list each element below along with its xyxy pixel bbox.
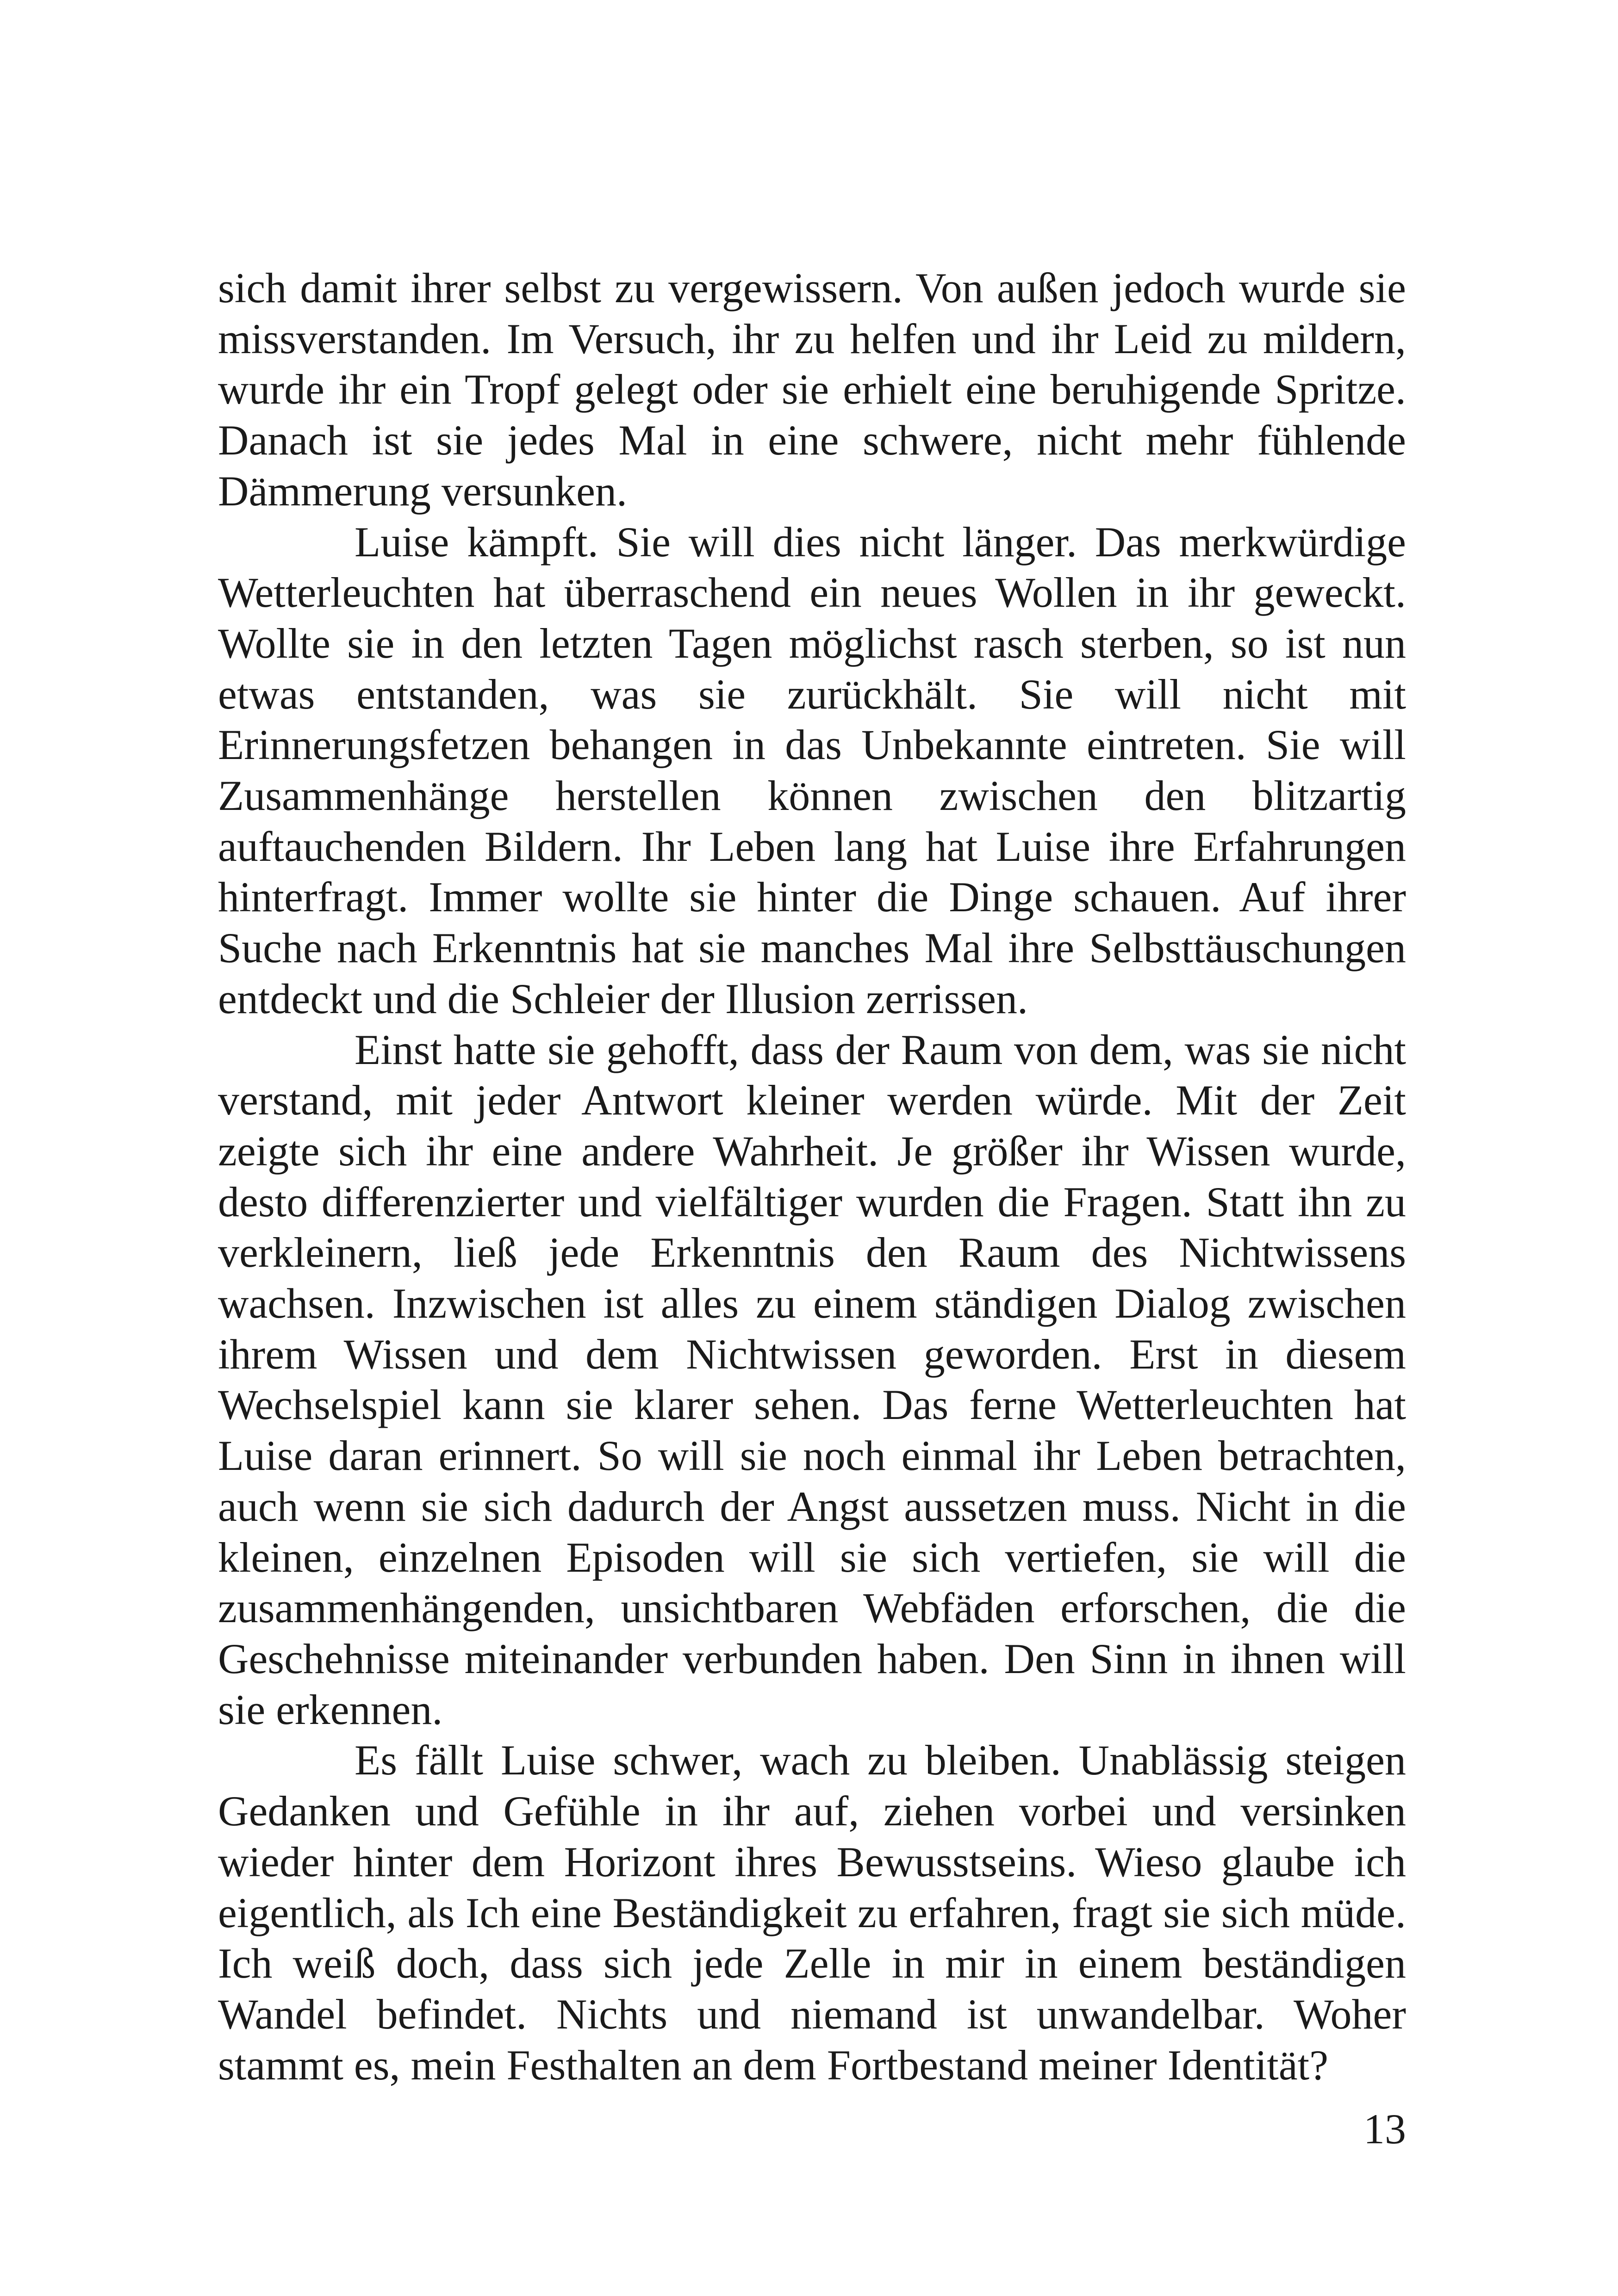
page-number: 13: [1363, 2105, 1406, 2153]
paragraph: Es fällt Luise schwer, wach zu bleiben. Unablässig steigen Gedanken und Gefühle in ihr auf, ziehen vorbei und versinken wieder hinter dem Horizont ihres Bewusstseins. Wieso glaube ich eigentlich, als Ich eine Beständigkeit zu erfahren, fragt sie sich müde. Ich weiß doch, dass sich jede Zelle in mir in einem beständigen Wandel befindet. Nichts und niemand ist unwandelbar. Woher stammt es, mein Festhalten an dem Fortbestand meiner Identität?: [218, 1736, 1406, 2089]
body-text: [218, 263, 1406, 2091]
paragraph: Luise kämpft. Sie will dies nicht länger. Das merkwürdige Wetterleuchten hat überraschend ein neues Wollen in ihr geweckt. Wollte sie in den letzten Tagen möglichst rasch sterben, so ist nun etwas entstanden, was sie zurückhält. Sie will nicht mit Erinnerungsfetzen behangen in das Unbekannte eintreten. Sie will Zusammenhänge herstellen können zwischen den blitzartig auftauchenden Bildern. Ihr Leben lang hat Luise ihre Erfahrungen hinterfragt. Immer wollte sie hinter die Dinge schauen. Auf ihrer Suche nach Erkenntnis hat sie manches Mal ihre Selbsttäuschungen entdeckt und die Schleier der Illusion zerrissen.: [218, 518, 1406, 1022]
paragraph: Einst hatte sie gehofft, dass der Raum von dem, was sie nicht verstand, mit jeder Antwort kleiner werden würde. Mit der Zeit zeigte sich ihr eine andere Wahrheit. Je größer ihr Wissen wurde, desto differenzierter und vielfältiger wurden die Fragen. Statt ihn zu verkleinern, ließ jede Erkenntnis den Raum des Nichtwissens wachsen. Inzwischen ist alles zu einem ständigen Dialog zwischen ihrem Wissen und dem Nichtwissen geworden. Erst in diesem Wechselspiel kann sie klarer sehen. Das ferne Wetterleuchten hat Luise daran erinnert. So will sie noch einmal ihr Leben betrachten, auch wenn sie sich dadurch der Angst aussetzen muss. Nicht in die kleinen, einzelnen Episoden will sie sich vertiefen, sie will die zusammenhängenden, unsichtbaren Webfäden erforschen, die die Geschehnisse miteinander verbunden haben. Den Sinn in ihnen will sie erkennen.: [218, 1026, 1406, 1733]
paragraph-continuation: sich damit ihrer selbst zu vergewissern. Von außen jedoch wurde sie missverstanden. Im Versuch, ihr zu helfen und ihr Leid zu mildern, wurde ihr ein Tropf gelegt oder sie erhielt eine beruhigende Spritze. Danach ist sie jedes Mal in eine schwere, nicht mehr fühlende Dämmerung versunken.: [218, 264, 1406, 515]
